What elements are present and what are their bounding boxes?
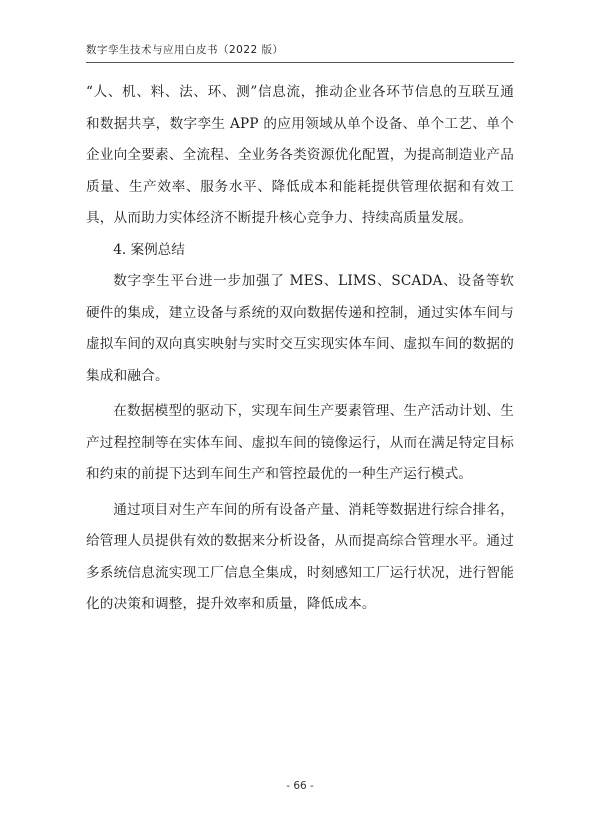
page-body	[86, 77, 514, 621]
paragraph-continuation: “人、机、料、法、环、测”信息流，推动企业各环节信息的互联互通和数据共享，数字孪生 APP 的应用领域从单个设备、单个工艺、单个企业向全要素、全流程、全业务各类资源优化配置，为提高制造业产品质量、生产效率、服务水平、降低成本和能耗提供管理依据和有效工具，从而助力实体经济不断提升核心竞争力、持续高质量发展。	[86, 84, 514, 226]
page-number: - 66 -	[286, 780, 314, 792]
header-title: 数字孪生技术与应用白皮书（2022 版）	[86, 44, 284, 56]
paragraph-data-model: 在数据模型的驱动下，实现车间生产要素管理、生产活动计划、生产过程控制等在实体车间、虚拟车间的镜像运行，从而在满足特定目标和约束的前提下达到车间生产和管控最优的一种生产运行模式。	[86, 403, 514, 482]
page-header	[86, 36, 514, 63]
paragraph-platform-integration: 数字孪生平台进一步加强了 MES、LIMS、SCADA、设备等软硬件的集成，建立设备与系统的双向数据传递和控制，通过实体车间与虚拟车间的双向真实映射与实时交互实现实体车间、虚拟车间的数据的集成和融合。	[86, 273, 514, 384]
section-heading-case-summary: 4. 案例总结	[113, 241, 185, 258]
paragraph-project-ranking: 通过项目对生产车间的所有设备产量、消耗等数据进行综合排名，给管理人员提供有效的数据来分析设备，从而提高综合管理水平。通过多系统信息流实现工厂信息全集成，时刻感知工厂运行状况，进行智能化的决策和调整，提升效率和质量，降低成本。	[86, 501, 514, 612]
